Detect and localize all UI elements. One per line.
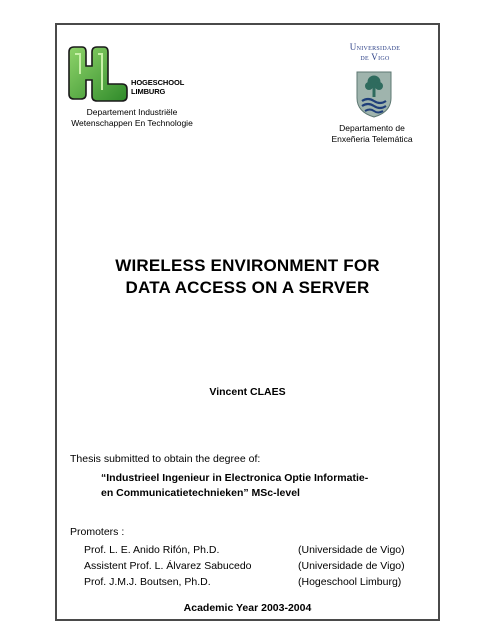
vigo-university-name [338, 42, 412, 62]
vigo-crest-icon [354, 70, 394, 118]
promoter-2-name: Assistent Prof. L. Álvarez Sabucedo [84, 560, 252, 572]
promoter-2-affiliation: (Universidade de Vigo) [298, 560, 405, 572]
author-name: Vincent CLAES [209, 386, 286, 398]
thesis-title-line2: DATA ACCESS ON A SERVER [125, 278, 370, 297]
academic-year: Academic Year 2003-2004 [183, 602, 312, 614]
hogeschool-department [60, 107, 204, 129]
degree-line1: “Industrieel Ingenieur in Electronica Optie Informatie- [101, 472, 369, 484]
vigo-dept-line2: Enxeñeria Telemática [331, 134, 413, 144]
hogeschool-limburg-logo [66, 44, 130, 104]
promoter-1-name: Prof. L. E. Anido Rifón, Ph.D. [84, 544, 220, 556]
vigo-dept-line1: Departamento de [339, 123, 405, 133]
hogeschool-dept-line1: Departement Industriële [86, 107, 178, 117]
hogeschool-name [131, 78, 184, 96]
promoter-3-name: Prof. J.M.J. Boutsen, Ph.D. [84, 576, 211, 588]
hogeschool-dept-line2: Wetenschappen En Technologie [71, 118, 193, 128]
hogeschool-name-line2: LIMBURG [131, 87, 166, 96]
thesis-title [60, 255, 435, 299]
thesis-title-line1: WIRELESS ENVIRONMENT FOR [115, 256, 380, 275]
degree-name [101, 471, 368, 501]
promoter-3-affiliation: (Hogeschool Limburg) [298, 576, 402, 588]
degree-intro: Thesis submitted to obtain the degree of: [70, 453, 261, 465]
vigo-name-line1: Universidade [349, 42, 401, 52]
hogeschool-name-line1: HOGESCHOOL [131, 78, 185, 87]
vigo-name-line2: de Vigo [360, 52, 390, 62]
vigo-department [320, 123, 424, 145]
degree-line2: en Communicatietechnieken” MSc-level [101, 487, 300, 499]
promoter-1-affiliation: (Universidade de Vigo) [298, 544, 405, 556]
promoters-label: Promoters : [70, 526, 125, 538]
